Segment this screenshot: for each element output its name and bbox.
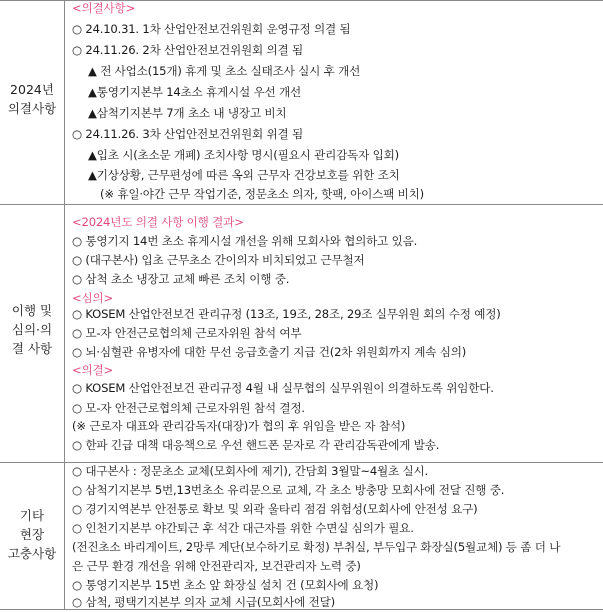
label-line: 기타	[19, 508, 45, 523]
label-line: 심의·의	[11, 322, 53, 337]
label-line: 결 사항	[11, 341, 53, 356]
list-item: ○ (대구본사) 입초 근무초소 간이의자 비치되었고 근무철저	[72, 253, 365, 267]
list-item: ○ KOSEM 산업안전보건 관리규정 4월 내 실무협의 실무위원이 의결하도록 위임한다.	[72, 381, 494, 395]
list-item: (※ 휴일·야간 근무 작업기준, 정문초소 의자, 핫팩, 아이스팩 비치)	[100, 187, 424, 201]
list-item: ○ 삼척 초소 냉장고 교체 빠른 조치 이행 중.	[72, 272, 290, 286]
list-item: ▲ 전 사업소(15개) 휴게 및 초소 실태조사 실시 후 개선	[88, 64, 361, 78]
list-item: ▲입초 시(초소문 개폐) 조치사항 명시(필요시 관리감독자 입회)	[88, 148, 399, 162]
list-item: ○ 24.11.26. 2차 산업안전보건위원회 의결 됨	[72, 43, 304, 57]
list-item: ▲통영기지본부 14초소 휴게시설 우선 개선	[88, 85, 302, 99]
list-item: ○ 뇌·심혈관 유병자에 대한 무선 응급호출기 지급 건(2차 위원회까지 계속 심의)	[72, 345, 467, 359]
list-item: ○ 삼척, 평택기지본부 의자 교체 시급(모회사에 전달)	[72, 595, 335, 609]
list-item: ○ 경기지역본부 안전통로 확보 및 외곽 울타리 점검 위험성(모회사에 안전성 요구)	[72, 502, 478, 516]
list-item: ○ 24.10.31. 1차 산업안전보건위원회 운영규정 의결 됨	[72, 22, 351, 36]
section-label-implementation	[0, 301, 64, 358]
list-item: (전진초소 바리게이트, 2망루 계단(보수하기로 확정) 부취실, 부두입구 화장실(5월교체) 등 좀 더 나	[72, 540, 561, 554]
label-line: 이행 및	[11, 303, 53, 318]
section-label-resolutions	[0, 80, 64, 118]
list-item: ○ KOSEM 산업안전보건 관리규정 (13조, 19조, 28조, 29조 실무위원 회의 수정 예정)	[72, 307, 501, 321]
label-line: 2024년	[10, 82, 54, 97]
list-item: ○ 통영기지 14번 초소 휴게시설 개선을 위해 모회사와 협의하고 있음.	[72, 234, 418, 248]
list-item: ▲삼척기지본부 7개 초소 내 냉장고 비치	[88, 106, 287, 120]
label-line: 현장	[19, 527, 45, 542]
list-item: ○ 인천기지본부 야간퇴근 후 석간 대근자를 위한 수면실 심의가 필요.	[72, 521, 414, 535]
label-line: 의결사항	[7, 101, 57, 116]
list-item: (※ 근로자 대표와 관리감독자(대장)가 협의 후 위임을 받은 자 참석)	[72, 419, 406, 433]
subheading: <의결사항>	[72, 1, 136, 15]
list-item: ▲기상상황, 근무편성에 따른 옥외 근무자 건강보호를 위한 조치	[88, 168, 400, 182]
list-item: ○ 24.11.26. 3차 산업안전보건위원회 위결 됨	[72, 127, 304, 141]
column-divider	[64, 0, 65, 610]
section-divider	[0, 204, 603, 205]
subheading: <심의>	[72, 291, 114, 305]
section-label-grievances	[0, 506, 64, 563]
list-item: 은 근무 환경 개선을 위해 안전관리자, 보건관리자 노력 중)	[72, 559, 361, 573]
list-item: ○ 통영기지본부 15번 초소 앞 화장실 설치 건 (모회사에 요청)	[72, 578, 379, 592]
list-item: ○ 모-자 안전근로협의체 근로자위원 참석 여부	[72, 326, 302, 340]
list-item: ○ 삼척기지본부 5번,13번초소 유리문으로 교체, 각 초소 방충망 모회사에 전달 진행 중.	[72, 483, 505, 497]
list-item: ○ 한파 긴급 대책 대응책으로 우선 핸드폰 문자로 각 관리감독관에게 발송.	[72, 438, 440, 452]
list-item: ○ 모-자 안전근로협의체 근로자위원 참석 결정.	[72, 401, 305, 415]
label-line: 고충사항	[7, 546, 57, 561]
subheading: <2024년도 의결 사항 이행 결과>	[72, 215, 244, 229]
subheading: <의결>	[72, 363, 114, 377]
list-item: ○ 대구본사 : 정문초소 교체(모회사에 제기), 간담회 3월말~4월초 실시.	[72, 464, 428, 478]
